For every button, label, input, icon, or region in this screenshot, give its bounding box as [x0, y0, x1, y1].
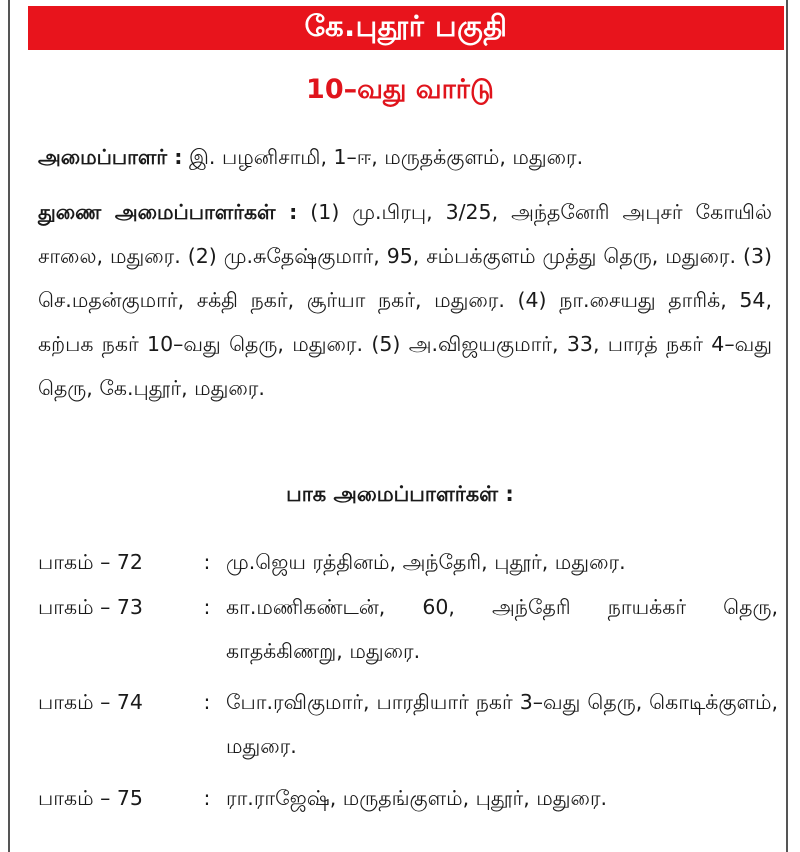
booth-label: பாகம் – 74	[38, 690, 143, 714]
booth-value: ரா.ராஜேஷ், மருதங்குளம், புதூர், மதுரை.	[226, 786, 608, 810]
booth-row	[38, 585, 778, 673]
booth-row	[38, 776, 778, 820]
booth-row	[38, 680, 778, 768]
booth-colon: :	[203, 595, 211, 619]
deputy-organizers-paragraph	[38, 190, 772, 410]
booth-row	[38, 540, 778, 584]
booth-value: கா.மணிகண்டன், 60, அந்தேரி நாயக்கர் தெரு, காதக்கிணறு, மதுரை.	[226, 595, 778, 663]
booth-colon: :	[203, 550, 211, 574]
booth-organizers-heading: பாக அமைப்பாளர்கள் :	[286, 482, 514, 506]
header-title: கே.புதூர் பகுதி	[304, 9, 508, 43]
booth-value: மு.ஜெய ரத்தினம், அந்தேரி, புதூர், மதுரை.	[226, 550, 626, 574]
booth-value: போ.ரவிகுமார், பாரதியார் நகர் 3–வது தெரு, கொடிக்குளம், மதுரை.	[226, 690, 778, 758]
deputy-organizers-value: (1) மு.பிரபு, 3/25, அந்தனேரி அபுசர் கோயில் சாலை, மதுரை. (2) மு.சுதேஷ்குமார், 95, சம்பக்குளம் முத்து தெரு, மதுரை. (3) செ.மதன்குமார், சக்தி நகர், சூர்யா நகர், மதுரை. (4) நா.சையது தாரிக், 54, கற்பக நகர் 10–வது தெரு, மதுரை. (5) அ.விஜயகுமார், 33, பாரத் நகர் 4–வது தெரு, கே.புதூர், மதுரை.	[38, 200, 772, 400]
booth-colon: :	[203, 690, 211, 714]
organizer-value: இ. பழனிசாமி, 1–ஈ, மருதக்குளம், மதுரை.	[182, 145, 584, 169]
deputy-organizers-label: துணை அமைப்பாளர்கள் :	[38, 200, 298, 224]
header-banner	[28, 6, 784, 50]
ward-title: 10–வது வார்டு	[306, 74, 494, 105]
organizer-paragraph	[38, 135, 772, 179]
booth-colon: :	[203, 786, 211, 810]
booth-label: பாகம் – 72	[38, 550, 143, 574]
organizer-label: அமைப்பாளர் :	[38, 145, 183, 169]
booth-label: பாகம் – 75	[38, 786, 143, 810]
booth-label: பாகம் – 73	[38, 595, 143, 619]
